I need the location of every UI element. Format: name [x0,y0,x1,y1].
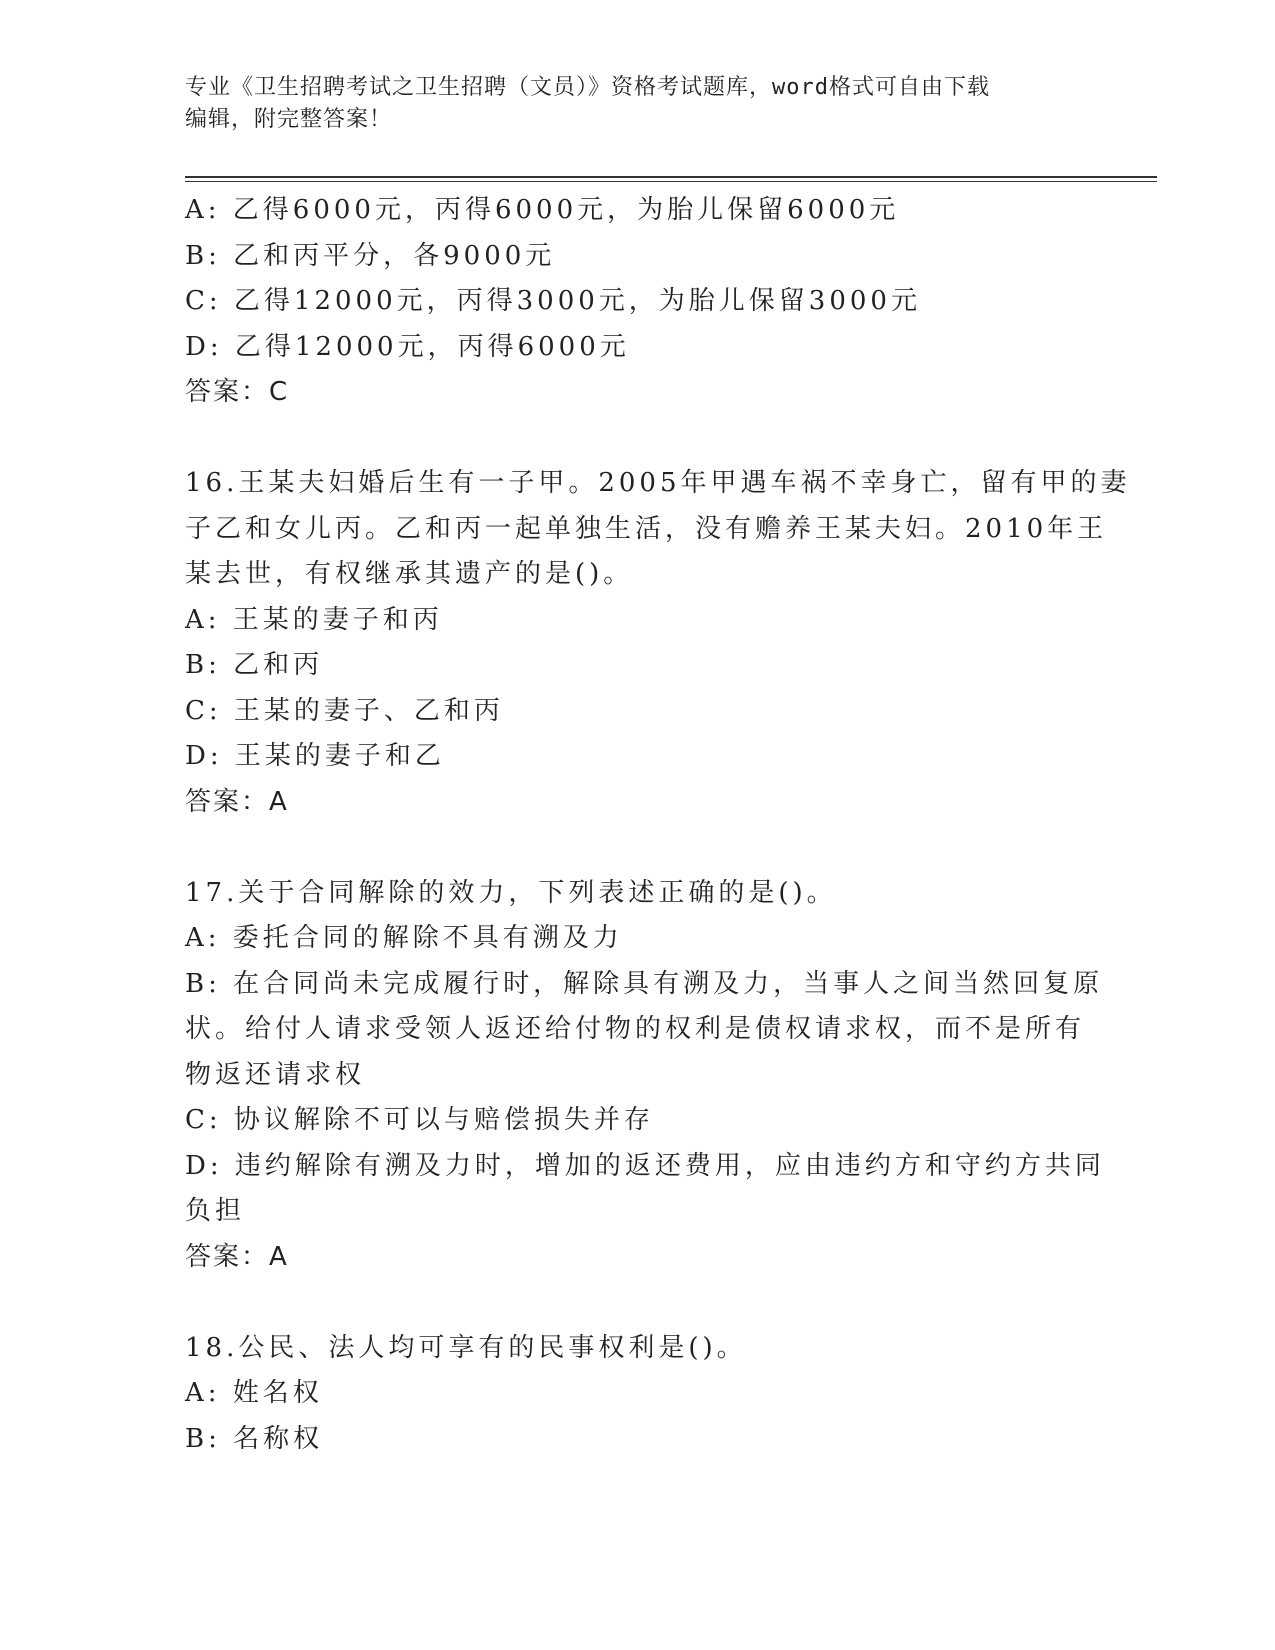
answer-label: 答案：A [185,1241,289,1272]
document-header [185,72,1085,136]
option-d: D: 乙得12000元，丙得6000元 [185,331,630,362]
header-divider [185,176,1157,182]
header-line-1: 专业《卫生招聘考试之卫生招聘（文员）》资格考试题库，word格式可自由下载 [185,75,990,100]
question-stem: 17.关于合同解除的效力，下列表述正确的是()。 [185,877,837,908]
option-d-continued: 负担 [185,1196,246,1226]
option-b-continued: 物返还请求权 [185,1059,366,1090]
question-spacer [185,1280,1085,1326]
question-spacer [185,416,1085,462]
option-b: B: 乙和丙平分，各9000元 [185,240,556,271]
option-c: C: 协议解除不可以与赔偿损失并存 [185,1105,654,1135]
option-b-continued: 状。给付人请求受领人返还给付物的权利是债权请求权，而不是所有 [185,1014,1086,1044]
header-line-2: 编辑，附完整答案！ [185,107,393,132]
option-d: D: 违约解除有溯及力时，增加的返还费用，应由违约方和守约方共同 [185,1150,1105,1181]
question-spacer [185,825,1085,871]
question-stem: 16.王某夫妇婚后生有一子甲。2005年甲遇车祸不幸身亡，留有甲的妻 [185,468,1131,498]
question-15-tail [185,188,1085,416]
answer-label: 答案：C [185,377,290,407]
question-stem: 某去世，有权继承其遗产的是()。 [185,559,634,589]
question-18 [185,1326,1085,1463]
option-c: C: 乙得12000元，丙得3000元，为胎儿保留3000元 [185,286,921,316]
option-b: B: 在合同尚未完成履行时，解除具有溯及力，当事人之间当然回复原 [185,968,1104,999]
option-a: A: 姓名权 [185,1378,323,1408]
question-stem: 子乙和女儿丙。乙和丙一起单独生活，没有赡养王某夫妇。2010年王 [185,513,1108,544]
option-a: A: 王某的妻子和丙 [185,604,443,635]
option-a: A: 乙得6000元，丙得6000元，为胎儿保留6000元 [185,195,900,225]
option-c: C: 王某的妻子、乙和丙 [185,695,504,726]
option-a: A: 委托合同的解除不具有溯及力 [185,923,623,953]
question-16 [185,461,1131,825]
answer-label: 答案：A [185,786,289,817]
option-b: B: 乙和丙 [185,650,324,680]
option-d: D: 王某的妻子和乙 [185,741,445,771]
question-stem: 18.公民、法人均可享有的民事权利是()。 [185,1332,747,1363]
question-17 [185,871,1105,1281]
option-b: B: 名称权 [185,1423,324,1454]
question-list [185,188,1131,1462]
